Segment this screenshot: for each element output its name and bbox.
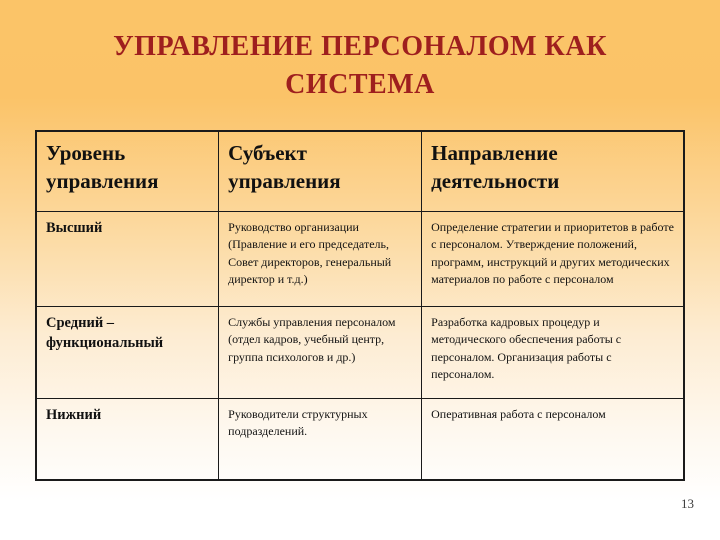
column-header-subject: Субъект управления — [219, 131, 422, 212]
subject-cell: Руководство организации (Правление и его председатель, Совет директоров, генеральный директор и т.д.) — [219, 212, 422, 307]
page-number: 13 — [681, 496, 694, 511]
subject-cell: Службы управления персоналом (отдел кадров, учебный центр, группа психологов и др.) — [219, 307, 422, 399]
management-levels-table — [35, 130, 685, 481]
direction-cell: Оперативная работа с персоналом — [422, 399, 684, 480]
table-row — [36, 212, 684, 307]
table-row — [36, 307, 684, 399]
level-cell: Средний – функциональный — [36, 307, 219, 399]
subject-cell: Руководители структурных подразделений. — [219, 399, 422, 480]
direction-cell: Определение стратегии и приоритетов в работе с персоналом. Утверждение положений, программ, инструкций и других методических материалов по работе с персоналом — [422, 212, 684, 307]
table-row — [36, 399, 684, 480]
level-cell: Нижний — [36, 399, 219, 480]
column-header-level: Уровень управления — [36, 131, 219, 212]
column-header-direction: Направление деятельности — [422, 131, 684, 212]
slide-title: УПРАВЛЕНИЕ ПЕРСОНАЛОМ КАК СИСТЕМА — [113, 31, 607, 100]
table-header-row — [36, 131, 684, 212]
direction-cell: Разработка кадровых процедур и методического обеспечения работы с персоналом. Организация работы с персоналом. — [422, 307, 684, 399]
level-cell: Высший — [36, 212, 219, 307]
